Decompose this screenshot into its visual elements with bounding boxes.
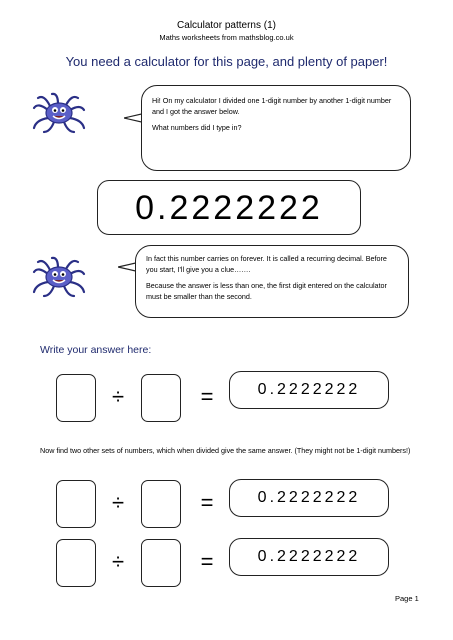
bubble-text: Hi! On my calculator I divided one 1-digit number by another 1-digit number and I got the answer below. — [152, 96, 392, 117]
worksheet-subtitle: Maths worksheets from mathsblog.co.uk — [159, 33, 294, 42]
answer-display: 0.2222222 — [229, 371, 389, 409]
divisor-box[interactable] — [141, 539, 181, 587]
speech-bubble-2 — [135, 245, 409, 318]
page-number: Page 1 — [395, 594, 419, 603]
answer-display: 0.2222222 — [229, 538, 389, 576]
divide-sign: ÷ — [111, 384, 125, 409]
dividend-box[interactable] — [56, 480, 96, 528]
worksheet-title: Calculator patterns (1) — [177, 20, 276, 31]
dividend-box[interactable] — [56, 374, 96, 422]
speech-bubble-1 — [141, 85, 411, 171]
monster-icon — [30, 256, 88, 298]
monster-icon — [30, 92, 88, 134]
bubble-question: What numbers did I type in? — [152, 123, 242, 133]
bubble-clue: Because the answer is less than one, the first digit entered on the calculator must be smaller than the second. — [146, 281, 387, 302]
equals-sign: = — [200, 384, 214, 409]
answer-display: 0.2222222 — [229, 479, 389, 517]
divisor-box[interactable] — [141, 374, 181, 422]
instruction-text: Now find two other sets of numbers, which when divided give the same answer. (They might not be 1-digit numbers!) — [40, 446, 411, 455]
dividend-box[interactable] — [56, 539, 96, 587]
answer-prompt: Write your answer here: — [40, 344, 152, 356]
divide-sign: ÷ — [111, 490, 125, 515]
equals-sign: = — [200, 490, 214, 515]
divisor-box[interactable] — [141, 480, 181, 528]
equals-sign: = — [200, 549, 214, 574]
bubble-text: In fact this number carries on forever. It is called a recurring decimal. Before you start, I'll give you a clue……. — [146, 254, 387, 275]
calculator-display: 0.2222222 — [97, 180, 361, 235]
divide-sign: ÷ — [111, 549, 125, 574]
worksheet-heading: You need a calculator for this page, and plenty of paper! — [65, 54, 388, 69]
